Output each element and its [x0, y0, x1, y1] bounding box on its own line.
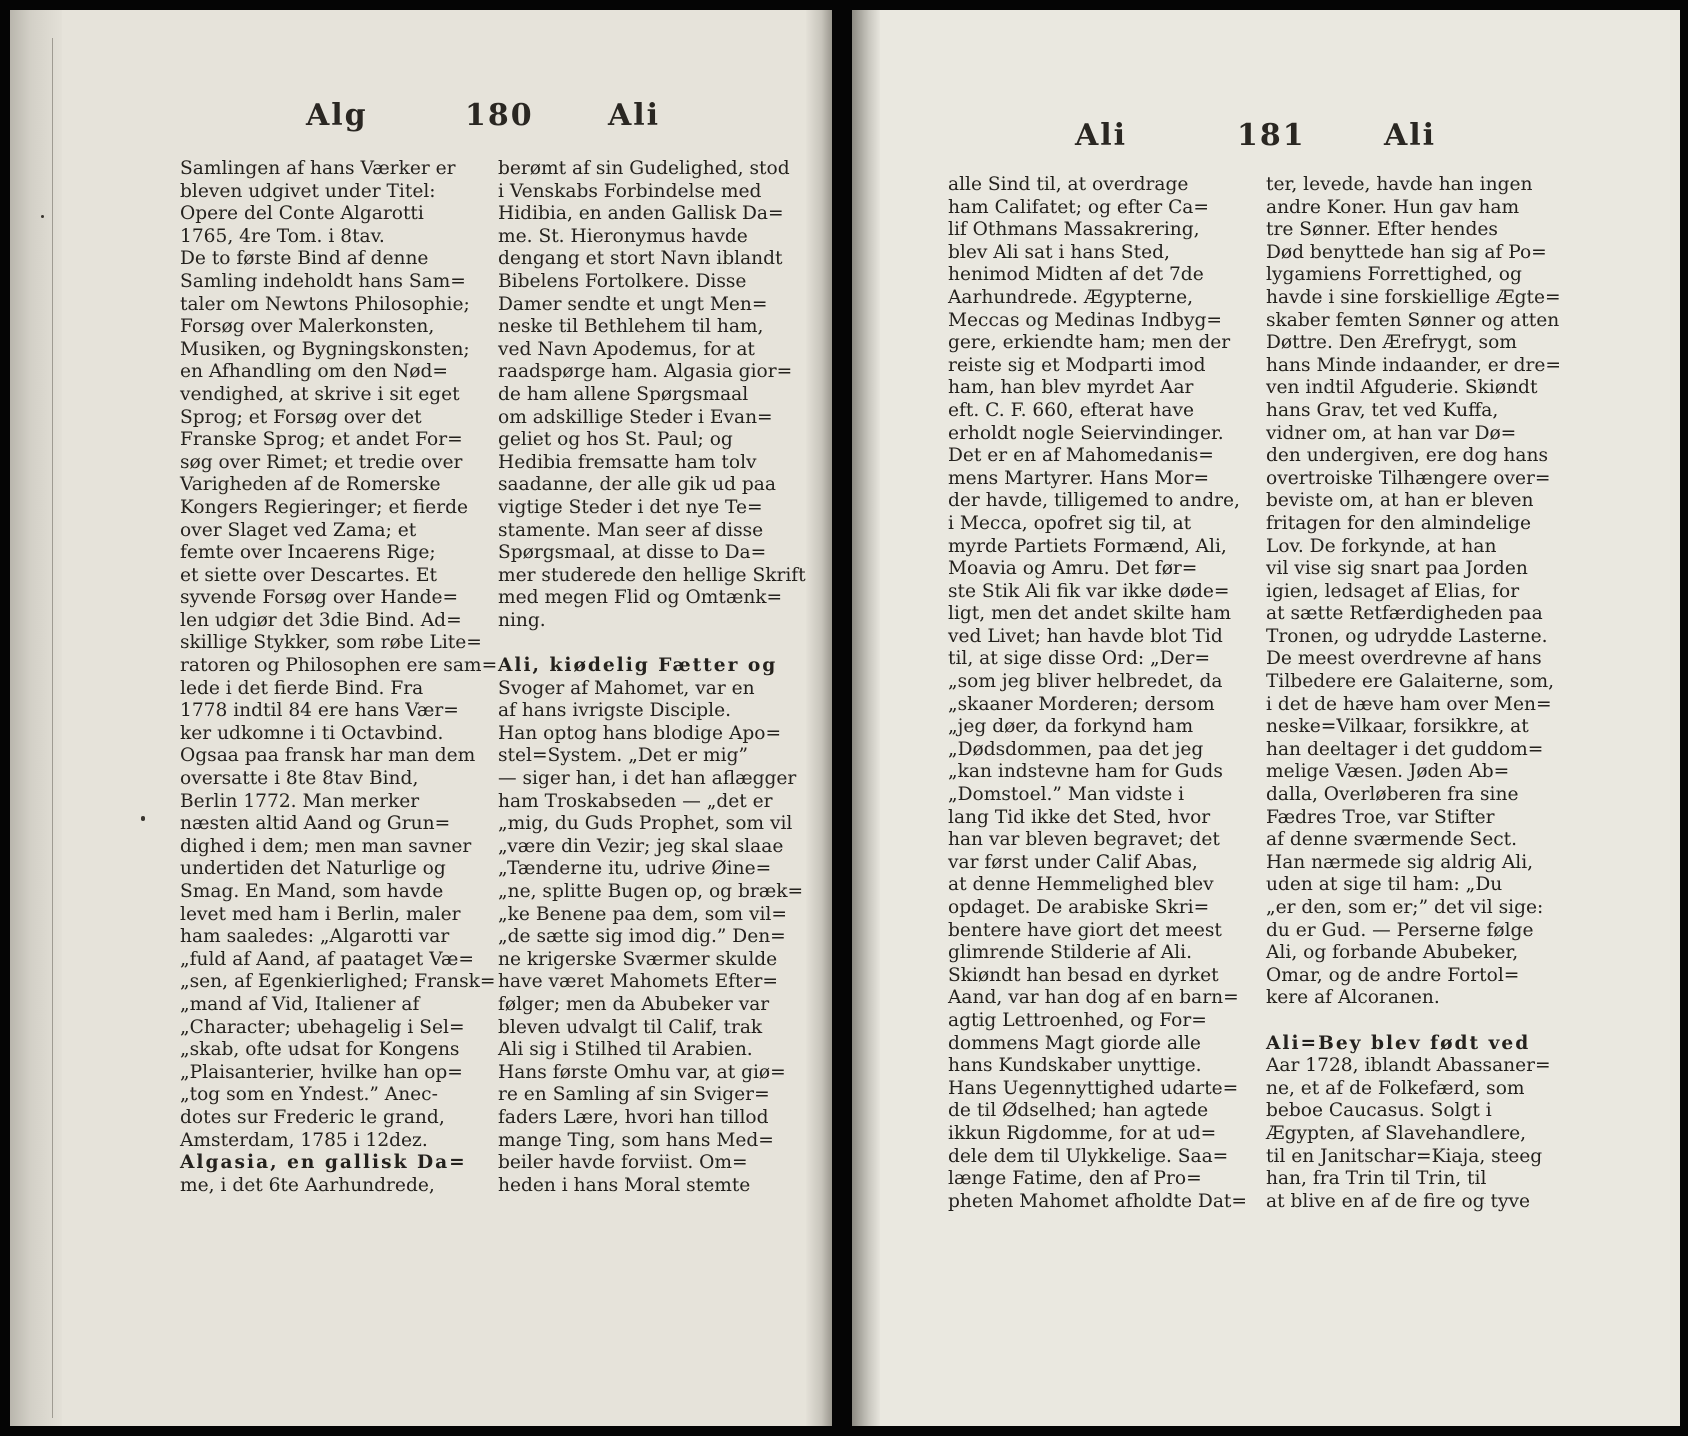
text-line: Forsøg over Malerkonsten,	[180, 316, 435, 338]
text-line: syvende Forsøg over Hande=	[180, 587, 459, 609]
text-line: ligt, men det andet skilte ham	[948, 603, 1232, 625]
text-line: dele dem til Ulykkelige. Saa=	[948, 1145, 1229, 1167]
text-line: Han optog hans blodige Apo=	[498, 722, 782, 744]
text-line: ved Navn Apodemus, for at	[498, 338, 755, 360]
text-line: Tilbedere ere Galaiterne, som,	[1266, 671, 1555, 693]
text-line: Hedibia fremsatte ham tolv	[498, 451, 757, 473]
text-line: en Afhandling om den Nød=	[180, 361, 448, 383]
gutter-shadow-left-page	[806, 10, 832, 1426]
text-line: „ke Benene paa dem, som vil=	[498, 903, 787, 925]
page-stack-edge	[52, 38, 53, 1418]
text-line: hans Grav, tet ved Kuffa,	[1266, 399, 1499, 421]
text-line: 1765, 4re Tom. i 8tav.	[180, 225, 385, 247]
left-page-column-2	[498, 158, 806, 1197]
text-line: Damer sendte et ungt Men=	[498, 293, 768, 315]
text-line: mens Martyrer. Hans Mor=	[948, 467, 1210, 489]
right-page-number: 181	[1237, 118, 1306, 153]
text-line: uden at sige til ham: „Du	[1266, 874, 1503, 896]
text-line: ratoren og Philosophen ere sam=	[180, 655, 498, 677]
text-line: Det er en af Mahomedanis=	[948, 445, 1214, 467]
text-line: skaber femten Sønner og atten	[1266, 309, 1560, 331]
text-line: Svoger af Mahomet, var en	[498, 677, 755, 699]
text-line: Ali=Bey blev født ved	[1266, 1032, 1531, 1054]
right-page-column-1	[948, 174, 1247, 1213]
left-page-scan	[10, 10, 832, 1426]
text-line: Varigheden af de Romerske	[180, 474, 441, 496]
text-line: overtroiske Tilhængere over=	[1266, 467, 1551, 489]
text-line: havde i sine forskiellige Ægte=	[1266, 286, 1561, 308]
text-line: „mand af Vid, Italiener af	[180, 993, 420, 1015]
text-line: ved Livet; han havde blot Tid	[948, 625, 1223, 647]
text-line: af denne sværmende Sect.	[1266, 829, 1518, 851]
text-line: „som jeg bliver helbredet, da	[948, 671, 1223, 693]
text-line	[498, 632, 806, 655]
text-line: henimod Midten af det 7de	[948, 264, 1204, 286]
text-line: faders Lære, hvori han tillod	[498, 1106, 769, 1128]
text-line: der havde, tilligemed to andre,	[948, 490, 1240, 512]
text-line: Musiken, og Bygningskonsten;	[180, 338, 470, 360]
page-stack-shadow	[10, 10, 62, 1426]
text-line: „er den, som er;” det vil sige:	[1266, 897, 1544, 918]
text-line: over Slaget ved Zama; et	[180, 519, 417, 541]
text-line: „fuld af Aand, af paataget Væ=	[180, 948, 474, 970]
left-page-column-1	[180, 158, 497, 1197]
text-line: lif Othmans Massakrering,	[948, 219, 1200, 241]
text-line: at sætte Retfærdigheden paa	[1266, 603, 1543, 625]
text-line: søg over Rimet; et tredie over	[180, 451, 463, 473]
text-line: Opere del Conte Algarotti	[180, 203, 424, 225]
text-line: melige Væsen. Jøden Ab=	[1266, 761, 1510, 783]
text-line: om adskillige Steder i Evan=	[498, 406, 773, 428]
text-line: eft. C. F. 660, efterat have	[948, 399, 1194, 421]
text-line: pheten Mahomet afholdte Dat=	[948, 1190, 1247, 1212]
text-line: du er Gud. — Perserne følge	[1266, 919, 1534, 941]
text-line: glimrende Stilderie af Ali.	[948, 942, 1192, 964]
text-line: beboe Caucasus. Solgt i	[1266, 1100, 1492, 1122]
text-line: me, i det 6te Aarhundrede,	[180, 1174, 435, 1196]
text-line: blev Ali sat i hans Sted,	[948, 241, 1170, 263]
text-line: bentere have giort det meest	[948, 919, 1222, 941]
text-line: lede i det fierde Bind. Fra	[180, 677, 424, 699]
text-line: dotes sur Frederic le grand,	[180, 1106, 445, 1128]
text-line: ikkun Rigdomme, for at ud=	[948, 1122, 1217, 1144]
text-line: De meest overdrevne af hans	[1266, 648, 1542, 670]
text-line: undertiden det Naturlige og	[180, 858, 446, 880]
text-line: Kongers Regieringer; et fierde	[180, 496, 469, 518]
text-line: Aar 1728, iblandt Abassaner=	[1266, 1055, 1551, 1077]
text-line: levet med ham i Berlin, maler	[180, 903, 461, 925]
text-line: „kan indstevne ham for Guds	[948, 761, 1223, 783]
text-line: mer studerede den hellige Skrift	[498, 564, 806, 586]
right-page-scan	[852, 10, 1680, 1426]
text-line: Smag. En Mand, som havde	[180, 881, 444, 902]
text-line: Ali, kiødelig Fætter og	[498, 655, 778, 677]
text-line: ham Troskabseden — „det er	[498, 790, 773, 812]
text-line: Hans Uegennyttighed udarte=	[948, 1077, 1239, 1099]
text-line: opdaget. De arabiske Skri=	[948, 897, 1210, 918]
text-line: Ali, og forbande Abubeker,	[1266, 942, 1519, 964]
text-line: i det de hæve ham over Men=	[1266, 693, 1552, 715]
text-line: bleven udvalgt til Calif, trak	[498, 1016, 763, 1038]
text-line: berømt af sin Gudelighed, stod	[498, 158, 790, 179]
text-line: kere af Alcoranen.	[1266, 987, 1440, 1009]
text-line: bleven udgivet under Titel:	[180, 180, 436, 202]
text-line: Lov. De forkynde, at han	[1266, 535, 1497, 557]
text-line: taler om Newtons Philosophie;	[180, 293, 470, 315]
text-line: Spørgsmaal, at disse to Da=	[498, 542, 767, 564]
left-page-number: 180	[465, 98, 534, 133]
text-line: have været Mahomets Efter=	[498, 971, 778, 993]
text-line: med megen Flid og Omtænk=	[498, 587, 783, 609]
text-line: i Mecca, opofret sig til, at	[948, 512, 1192, 534]
text-line: raadspørge ham. Algasia gior=	[498, 361, 793, 383]
text-line: 1778 indtil 84 ere hans Vær=	[180, 700, 459, 722]
text-line: til, at sige disse Ord: „Der=	[948, 648, 1211, 670]
text-line: Ogsaa paa fransk har man dem	[180, 745, 476, 767]
text-line: „jeg døer, da forkynd ham	[948, 716, 1194, 738]
text-line: „Character; ubehagelig i Sel=	[180, 1016, 465, 1038]
text-line: Aand, var han dog af en barn=	[948, 987, 1239, 1009]
text-line: Samling indeholdt hans Sam=	[180, 270, 466, 292]
text-line: „Domstoel.” Man vidste i	[948, 784, 1185, 806]
text-line: ham saaledes: „Algarotti var	[180, 926, 450, 948]
text-line: Fædres Troe, var Stifter	[1266, 806, 1495, 828]
text-line: saadanne, der alle gik ud paa	[498, 474, 776, 496]
left-running-head-left: Alg	[306, 98, 368, 133]
text-line: Samlingen af hans Værker er	[180, 158, 456, 179]
text-line: lang Tid ikke det Sted, hvor	[948, 806, 1211, 828]
text-line: Ægypten, af Slavehandlere,	[1266, 1122, 1527, 1144]
text-line: han var bleven begravet; det	[948, 829, 1220, 851]
text-line: „Dødsdommen, paa det jeg	[948, 738, 1204, 760]
text-line: Hidibia, en anden Gallisk Da=	[498, 203, 784, 225]
text-line: Berlin 1772. Man merker	[180, 790, 420, 812]
text-line: mange Ting, som hans Med=	[498, 1129, 774, 1151]
text-line: Franske Sprog; et andet For=	[180, 429, 463, 451]
right-running-head-right: Ali	[1384, 118, 1437, 153]
text-line: myrde Partiets Formænd, Ali,	[948, 535, 1227, 557]
text-line: skillige Stykker, som røbe Lite=	[180, 632, 482, 654]
text-line: neske til Bethlehem til ham,	[498, 316, 764, 338]
text-line: Tronen, og udrydde Lasterne.	[1266, 625, 1548, 647]
text-line: Ali sig i Stilhed til Arabien.	[498, 1039, 753, 1061]
right-running-head-left: Ali	[1075, 118, 1128, 153]
text-line: ter, levede, havde han ingen	[1266, 174, 1533, 195]
text-line: reiste sig et Modparti imod	[948, 354, 1206, 376]
text-line: me. St. Hieronymus havde	[498, 225, 748, 247]
text-line: beiler havde forviist. Om=	[498, 1152, 748, 1174]
text-line: at blive en af de fire og tyve	[1266, 1190, 1530, 1212]
ink-fleck	[141, 816, 145, 821]
text-line: dighed i dem; men man savner	[180, 835, 472, 857]
text-line: Aarhundrede. Ægypterne,	[948, 286, 1194, 308]
text-line: Han nærmede sig aldrig Ali,	[1266, 851, 1534, 873]
text-line: ham Califatet; og efter Ca=	[948, 196, 1209, 218]
text-line: oversatte i 8te 8tav Bind,	[180, 768, 419, 790]
text-line: næsten altid Aand og Grun=	[180, 813, 451, 835]
text-line: Bibelens Fortolkere. Disse	[498, 270, 747, 292]
text-line: agtig Lettroenhed, og For=	[948, 1009, 1207, 1031]
text-line: Døttre. Den Ærefrygt, som	[1266, 332, 1517, 354]
text-line: gere, erkiendte ham; men der	[948, 332, 1231, 354]
text-line: ne, et af de Folkefærd, som	[1266, 1077, 1525, 1099]
text-line: den undergiven, ere dog hans	[1266, 445, 1548, 467]
text-line: geliet og hos St. Paul; og	[498, 429, 733, 451]
text-line: Moavia og Amru. Det før=	[948, 558, 1198, 580]
text-line: „tog som en Yndest.” Anec-	[180, 1084, 438, 1106]
text-line: ker udkomne i ti Octavbind.	[180, 722, 444, 744]
text-line: vendighed, at skrive i sit eget	[180, 383, 460, 405]
text-line: vil vise sig snart paa Jorden	[1266, 558, 1528, 580]
text-line: Skiøndt han besad en dyrket	[948, 964, 1219, 986]
text-line: de ham allene Spørgsmaal	[498, 383, 749, 405]
text-line: de til Ødselhed; han agtede	[948, 1100, 1209, 1122]
text-line: af hans ivrigste Disciple.	[498, 700, 732, 722]
text-line: ham, han blev myrdet Aar	[948, 377, 1194, 399]
text-line: var først under Calif Abas,	[948, 851, 1198, 873]
text-line: Algasia, en gallisk Da=	[180, 1152, 467, 1174]
text-line: dommens Magt giorde alle	[948, 1032, 1201, 1054]
text-line: dalla, Overløberen fra sine	[1266, 784, 1519, 806]
text-line: vigtige Steder i det nye Te=	[498, 496, 763, 518]
text-line: han deeltager i det guddom=	[1266, 738, 1544, 760]
text-line: Amsterdam, 1785 i 12dez.	[180, 1129, 428, 1151]
text-line: til en Janitschar=Kiaja, steeg	[1266, 1145, 1543, 1167]
text-line: andre Koner. Hun gav ham	[1266, 196, 1520, 218]
text-line: femte over Incaerens Rige;	[180, 542, 436, 564]
text-line	[1266, 1010, 1561, 1033]
text-line: len udgiør det 3die Bind. Ad=	[180, 609, 462, 631]
text-line: længe Fatime, den af Pro=	[948, 1168, 1202, 1190]
text-line: følger; men da Abubeker var	[498, 993, 770, 1015]
text-line: — siger han, i det han aflægger	[498, 768, 797, 790]
text-line: „mig, du Guds Prophet, som vil	[498, 813, 793, 835]
text-line: „være din Vezir; jeg skal slaae	[498, 835, 784, 857]
text-line: stel=System. „Det er mig”	[498, 745, 748, 767]
text-line: ste Stik Ali fik var ikke døde=	[948, 580, 1230, 602]
ink-fleck	[41, 215, 44, 218]
text-line: De to første Bind af denne	[180, 248, 429, 270]
right-page-column-2	[1266, 174, 1561, 1213]
text-line: han, fra Trin til Trin, til	[1266, 1168, 1487, 1190]
text-line: fritagen for den almindelige	[1266, 512, 1532, 534]
text-line: lygamiens Forrettighed, og	[1266, 264, 1522, 286]
text-line: hans Kundskaber unyttige.	[948, 1055, 1202, 1077]
text-line: alle Sind til, at overdrage	[948, 174, 1189, 195]
text-line: heden i hans Moral stemte	[498, 1174, 751, 1196]
text-line: Sprog; et Forsøg over det	[180, 406, 422, 428]
text-line: stamente. Man seer af disse	[498, 519, 764, 541]
text-line: Omar, og de andre Fortol=	[1266, 964, 1520, 986]
text-line: ven indtil Afguderie. Skiøndt	[1266, 377, 1538, 399]
text-line: tre Sønner. Efter hendes	[1266, 219, 1498, 241]
text-line: ne krigerske Sværmer skulde	[498, 948, 778, 970]
text-line: i Venskabs Forbindelse med	[498, 180, 762, 202]
text-line: Meccas og Medinas Indbyg=	[948, 309, 1222, 331]
text-line: „skaaner Morderen; dersom	[948, 693, 1215, 715]
text-line: ning.	[498, 609, 546, 631]
text-line: „de sætte sig imod dig.” Den=	[498, 926, 786, 948]
gutter-shadow-right-page	[852, 10, 880, 1426]
text-line: Hans første Omhu var, at giø=	[498, 1061, 786, 1083]
text-line: igien, ledsaget af Elias, for	[1266, 580, 1520, 602]
text-line: neske=Vilkaar, forsikkre, at	[1266, 716, 1529, 738]
text-line: erholdt nogle Seiervindinger.	[948, 422, 1224, 444]
text-line: „Tænderne itu, udrive Øine=	[498, 858, 772, 880]
text-line: at denne Hemmelighed blev	[948, 874, 1214, 896]
text-line: et siette over Descartes. Et	[180, 564, 437, 586]
text-line: beviste om, at han er bleven	[1266, 490, 1534, 512]
text-line: dengang et stort Navn iblandt	[498, 248, 783, 270]
left-running-head-right: Ali	[608, 98, 661, 133]
text-line: hans Minde indaander, er dre=	[1266, 354, 1561, 376]
text-line: Død benyttede han sig af Po=	[1266, 241, 1547, 263]
text-line: „sen, af Egenkierlighed; Fransk=	[180, 971, 496, 993]
text-line: vidner om, at han var Dø=	[1266, 422, 1517, 444]
text-line: „Plaisanterier, hvilke han op=	[180, 1061, 463, 1083]
text-line: re en Samling af sin Sviger=	[498, 1084, 770, 1106]
text-line: „ne, splitte Bugen op, og bræk=	[498, 881, 804, 902]
text-line: „skab, ofte udsat for Kongens	[180, 1039, 460, 1061]
